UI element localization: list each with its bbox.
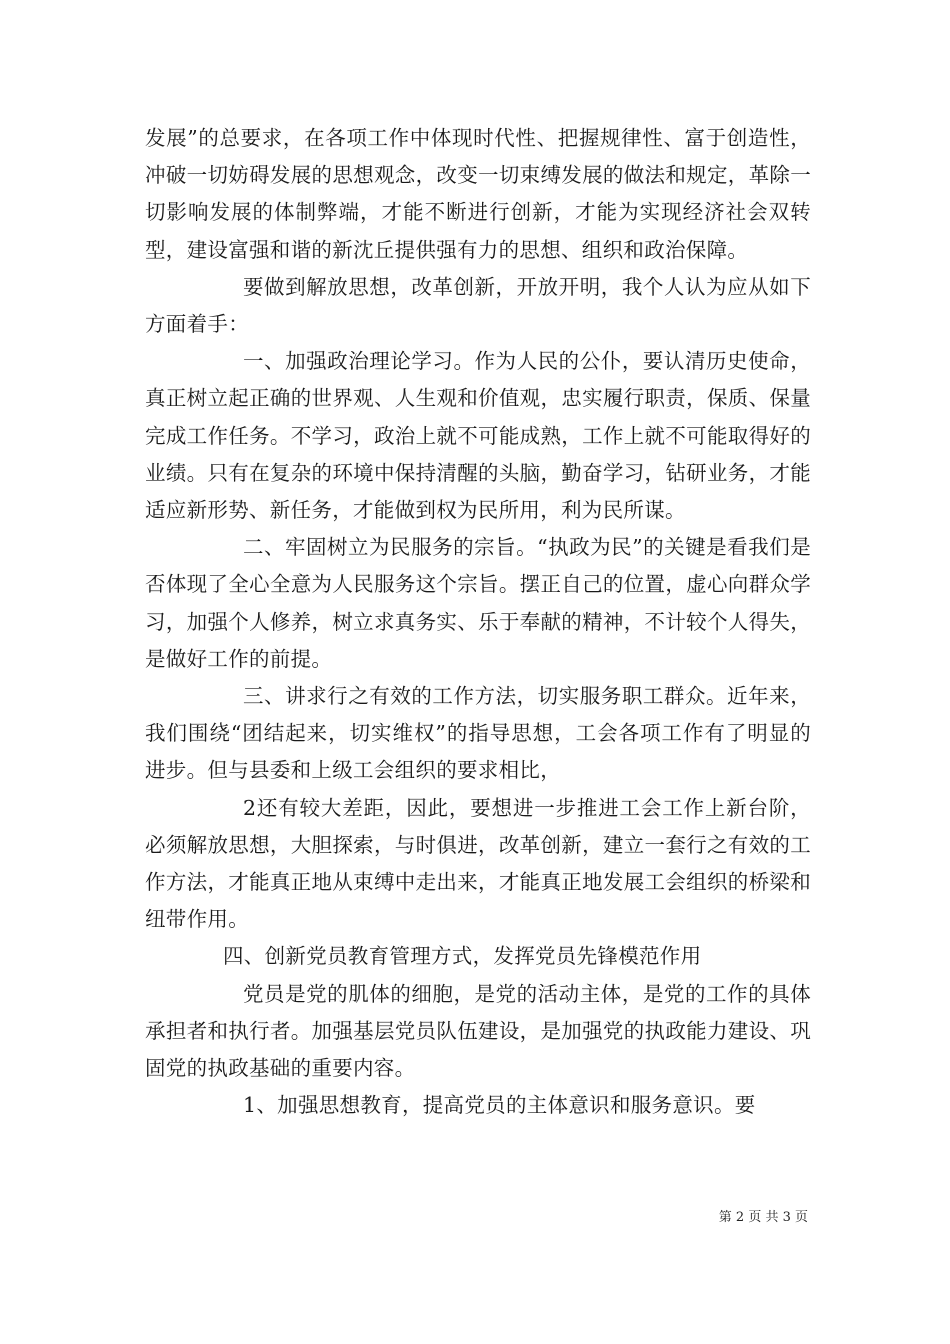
paragraph-point-3: 三、讲求行之有效的工作方法，切实服务职工群众。近年来，我们围绕“团结起来，切实维权”的指导思想，工会各项工作有了明显的进步。但与县委和上级工会组织的要求相比， <box>145 684 811 783</box>
paragraph-point-2: 二、牢固树立为民服务的宗旨。“执政为民”的关键是看我们是否体现了全心全意为人民服务这个宗旨。摆正自己的位置，虚心向群众学习，加强个人修养，树立求真务实、乐于奉献的精神，不计较个人得失，是做好工作的前提。 <box>145 535 811 671</box>
paragraph-point-4-heading: 四、创新党员教育管理方式，发挥党员先锋模范作用 <box>223 944 702 969</box>
paragraph-party-members: 党员是党的肌体的细胞，是党的活动主体，是党的工作的具体承担者和执行者。加强基层党员队伍建设，是加强党的执政能力建设、巩固党的执政基础的重要内容。 <box>145 981 811 1081</box>
document-body <box>145 120 811 1124</box>
paragraph-continuation: 发展”的总要求，在各项工作中体现时代性、把握规律性、富于创造性，冲破一切妨碍发展的思想观念，改变一切束缚发展的做法和规定，革除一切影响发展的体制弊端，才能不断进行创新，才能为实现经济社会双转型，建设富强和谐的新沈丘提供强有力的思想、组织和政治保障。 <box>145 126 811 262</box>
paragraph-point-3-cont: 2还有较大差距，因此，要想进一步推进工会工作上新台阶，必须解放思想，大胆探索，与时俱进，改革创新，建立一套行之有效的工作方法，才能真正地从束缚中走出来，才能真正地发展工会组织的桥梁和纽带作用。 <box>145 795 811 932</box>
paragraph-point-1: 一、加强政治理论学习。作为人民的公仆，要认清历史使命，真正树立起正确的世界观、人生观和价值观，忠实履行职责，保质、保量完成工作任务。不学习，政治上就不可能成熟，工作上就不可能取得好的业绩。只有在复杂的环境中保持清醒的头脑，勤奋学习，钻研业务，才能适应新形势、新任务，才能做到权为民所用，利为民所谋。 <box>145 349 811 523</box>
paragraph-intro: 要做到解放思想，改革创新，开放开明，我个人认为应从如下方面着手： <box>145 274 811 337</box>
paragraph-subpoint-1: 1、加强思想教育，提高党员的主体意识和服务意识。要 <box>243 1093 756 1118</box>
page-number-footer: 第 2 页 共 3 页 <box>718 1210 808 1225</box>
